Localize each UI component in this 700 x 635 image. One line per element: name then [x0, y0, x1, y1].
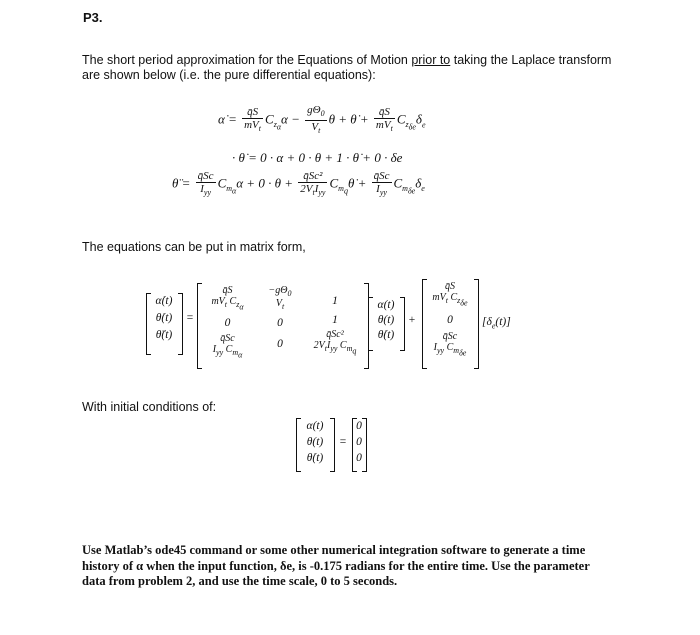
- eq3-lhs: θ̈ =: [172, 175, 191, 191]
- intro-paragraph: [82, 53, 622, 83]
- problem-label: P3.: [83, 10, 103, 25]
- eq1-lhs: α̇ =: [218, 111, 237, 127]
- task-instructions: Use Matlab’s ode45 command or some other numerical integration software to generate a time history of α when the input function, δe, is -0.175 radians for the entire time. Use the parameter data from problem 2, and use the time scale, 0 to 5 seconds.: [82, 543, 590, 588]
- eq2-text: θ̇ = 0 · α + 0 · θ + 1 · θ̇ + 0 · δe: [238, 150, 403, 165]
- initial-conditions-label: With initial conditions of:: [82, 400, 217, 414]
- equation-theta-ddot: θ̈ = $\frac{q̄Sc}{I_{yy}}$ $C_{m_\alpha}\alpha + 0 \cdot \theta$ + $\frac{\text{q̄Sc²}}{2V_tI_{yy}}$ $C_{m_q}\thetȧ$ + $\frac{q̄Sc}{I_{yy}}$ $C_{m_{\delta e}}\delta_e$: [172, 170, 425, 198]
- matrix-equation: α̇(t) θ̇(t) θ̈(t) = q̄S $mV_t$ $C_{z_\alpha}$ 0 q̄Sc $I_{yy}$ $C_{m_\alpha}$ $-g\Theta_0$ $V_t$ 0 0 1 1 q̄Sc² $2V_tI_{yy}$ $C_{m_q}$ α(t) θ(t) θ̇(t) + q̄S $mV_t$ $C_{z_{\delta e}}$ 0 q̄Sc $I_{yy}$ $C_{m_{\delta e}}$ $[\delta_e(t)]$: [140, 283, 500, 368]
- intro-text-after: taking the Laplace transform are shown below (i.e. the pure differential equations):: [82, 53, 612, 82]
- matrix-intro: The equations can be put in matrix form,: [82, 240, 306, 254]
- equation-alpha-dot: α̇ = $\frac{q̄S}{mV_t}$ $C_{z_\alpha}\alpha$ − $\frac{g\Theta_0}{V_t}$ θ + θ̇ + $\frac{q̄S}{mV_t}$ $C_{z_{\delta e}}\delta_e$: [218, 104, 426, 136]
- intro-text-before: The short period approximation for the Equations of Motion: [82, 53, 412, 67]
- intro-emphasis: prior to: [411, 53, 451, 67]
- initial-conditions: α(t) θ(t) θ̇(t) = 0 0 0: [296, 418, 416, 473]
- equation-theta-dot: · θ̇ = 0 · α + 0 · θ + 1 · θ̇ + 0 · δe: [232, 150, 403, 165]
